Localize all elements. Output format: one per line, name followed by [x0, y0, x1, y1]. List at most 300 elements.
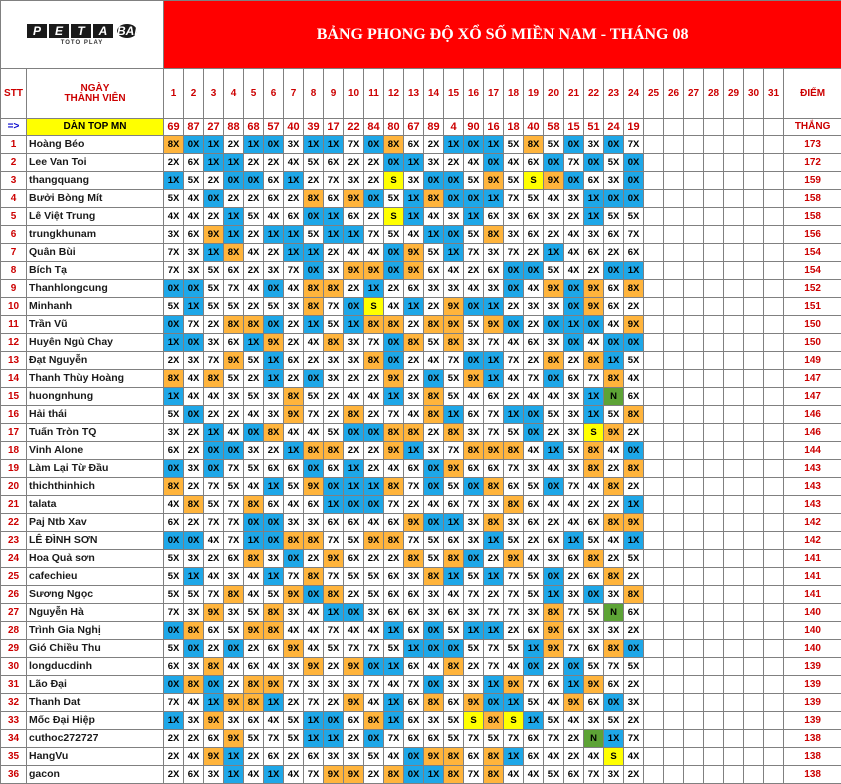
row-stt: 11 — [1, 316, 27, 334]
result-cell: 6X — [524, 226, 544, 244]
day-header: 12 — [384, 69, 404, 119]
result-cell: 7X — [284, 262, 304, 280]
result-cell — [644, 370, 664, 388]
result-cell: 0X — [544, 568, 564, 586]
result-cell: 5X — [584, 604, 604, 622]
member-row — [1, 676, 841, 694]
result-cell: 9X — [344, 658, 364, 676]
result-cell: 2X — [284, 334, 304, 352]
result-cell: 2X — [324, 694, 344, 712]
result-cell: 6X — [304, 748, 324, 766]
result-cell: 6X — [544, 532, 564, 550]
result-cell: 3X — [604, 766, 624, 784]
day-header: 30 — [744, 69, 764, 119]
result-cell: 3X — [424, 154, 444, 172]
result-cell: 4X — [584, 334, 604, 352]
result-cell: 5X — [204, 262, 224, 280]
result-cell — [664, 496, 684, 514]
result-cell — [764, 136, 784, 154]
result-cell: 1X — [344, 226, 364, 244]
member-score: 158 — [784, 208, 841, 226]
member-name: Hải thái — [27, 406, 164, 424]
result-cell — [704, 316, 724, 334]
result-cell: 6X — [604, 676, 624, 694]
result-cell: 2X — [524, 244, 544, 262]
day-header: 26 — [664, 69, 684, 119]
result-cell: 3X — [344, 172, 364, 190]
result-cell: 1X — [344, 460, 364, 478]
result-cell: 5X — [544, 406, 564, 424]
result-cell: 6X — [264, 748, 284, 766]
result-cell: 4X — [364, 694, 384, 712]
result-cell: 3X — [484, 280, 504, 298]
result-cell: 9X — [284, 586, 304, 604]
result-cell — [664, 460, 684, 478]
result-cell: 5X — [364, 568, 384, 586]
result-cell: 4X — [284, 496, 304, 514]
result-cell: 2X — [324, 388, 344, 406]
result-cell — [724, 442, 744, 460]
result-cell: 5X — [364, 586, 384, 604]
member-row — [1, 298, 841, 316]
result-cell: 8X — [364, 712, 384, 730]
result-cell: 5X — [504, 640, 524, 658]
result-cell: 4X — [344, 622, 364, 640]
result-cell: 3X — [284, 514, 304, 532]
result-cell: 2X — [404, 370, 424, 388]
result-cell: 1X — [484, 298, 504, 316]
result-cell: 8X — [584, 550, 604, 568]
result-cell: 6X — [344, 712, 364, 730]
result-cell: 0X — [544, 370, 564, 388]
result-cell — [704, 676, 724, 694]
result-cell: 6X — [184, 154, 204, 172]
member-row — [1, 604, 841, 622]
result-cell: 2X — [464, 658, 484, 676]
result-cell: 0X — [424, 478, 444, 496]
result-cell: 6X — [484, 460, 504, 478]
result-cell: 0X — [264, 280, 284, 298]
result-cell — [724, 424, 744, 442]
result-cell: 0X — [344, 604, 364, 622]
result-cell — [744, 496, 764, 514]
result-cell: 9X — [544, 280, 564, 298]
result-cell: 1X — [324, 208, 344, 226]
result-cell: 7X — [324, 622, 344, 640]
result-cell: 6X — [404, 136, 424, 154]
result-cell: 8X — [444, 748, 464, 766]
member-name: Lee Van Toi — [27, 154, 164, 172]
result-cell: 4X — [244, 478, 264, 496]
result-cell: 2X — [444, 154, 464, 172]
name-header — [27, 69, 164, 119]
result-cell: 2X — [244, 262, 264, 280]
result-cell: 0X — [624, 640, 644, 658]
result-cell: 9X — [444, 298, 464, 316]
result-cell: 4X — [564, 496, 584, 514]
result-cell: 6X — [584, 640, 604, 658]
result-cell: 3X — [344, 334, 364, 352]
result-cell: 6X — [284, 460, 304, 478]
result-cell: 6X — [224, 262, 244, 280]
result-cell: 2X — [184, 442, 204, 460]
result-cell: 8X — [224, 586, 244, 604]
result-cell: 2X — [204, 550, 224, 568]
result-cell: 8X — [424, 406, 444, 424]
result-cell: 3X — [524, 298, 544, 316]
top-number-cell: 16 — [484, 119, 504, 136]
member-row — [1, 352, 841, 370]
result-cell — [764, 712, 784, 730]
result-cell: 0X — [464, 550, 484, 568]
result-cell — [644, 280, 664, 298]
result-cell: 1X — [444, 514, 464, 532]
row-stt: 21 — [1, 496, 27, 514]
result-cell: 3X — [204, 334, 224, 352]
result-cell: 6X — [324, 514, 344, 532]
result-cell: 6X — [444, 496, 464, 514]
result-cell — [684, 136, 704, 154]
result-cell — [764, 388, 784, 406]
row-stt: 17 — [1, 424, 27, 442]
result-cell: 1X — [224, 208, 244, 226]
result-cell: 7X — [584, 370, 604, 388]
result-cell — [704, 370, 724, 388]
result-cell: 2X — [364, 460, 384, 478]
result-cell: 5X — [384, 640, 404, 658]
result-cell: 3X — [184, 658, 204, 676]
result-cell: 5X — [444, 712, 464, 730]
result-cell: 1X — [184, 568, 204, 586]
result-cell: 8X — [484, 712, 504, 730]
member-row — [1, 568, 841, 586]
member-name: Trần Vũ — [27, 316, 164, 334]
result-cell — [764, 370, 784, 388]
result-cell: 0X — [224, 442, 244, 460]
result-cell: 1X — [484, 190, 504, 208]
result-cell — [704, 388, 724, 406]
day-header: 3 — [204, 69, 224, 119]
member-score: 144 — [784, 442, 841, 460]
result-cell: 2X — [284, 748, 304, 766]
result-cell: 3X — [504, 514, 524, 532]
result-cell: 1X — [264, 568, 284, 586]
result-cell: 8X — [164, 370, 184, 388]
result-cell — [684, 766, 704, 784]
result-cell: 7X — [204, 352, 224, 370]
result-cell: 4X — [224, 424, 244, 442]
row-stt: 28 — [1, 622, 27, 640]
top-number-cell — [744, 119, 764, 136]
member-score: 142 — [784, 514, 841, 532]
result-cell: 8X — [304, 442, 324, 460]
result-cell: 3X — [444, 676, 464, 694]
result-cell: 4X — [184, 208, 204, 226]
member-score: 150 — [784, 316, 841, 334]
result-cell: 6X — [384, 604, 404, 622]
result-cell: 0X — [164, 622, 184, 640]
result-cell: 2X — [364, 208, 384, 226]
member-score: 150 — [784, 334, 841, 352]
result-cell — [724, 496, 744, 514]
result-cell: 4X — [504, 334, 524, 352]
result-cell: 2X — [264, 244, 284, 262]
result-cell — [704, 658, 724, 676]
result-cell: 1X — [564, 676, 584, 694]
result-cell: 7X — [464, 766, 484, 784]
result-cell: 0X — [564, 658, 584, 676]
result-cell: 6X — [324, 154, 344, 172]
result-cell: 1X — [524, 712, 544, 730]
result-cell: 1X — [244, 136, 264, 154]
member-name: longducdinh — [27, 658, 164, 676]
member-row — [1, 514, 841, 532]
result-cell: 4X — [424, 496, 444, 514]
result-cell: 9X — [344, 694, 364, 712]
result-cell — [764, 604, 784, 622]
result-cell: 4X — [344, 244, 364, 262]
result-cell — [644, 568, 664, 586]
result-cell: 7X — [324, 172, 344, 190]
result-cell: 9X — [244, 622, 264, 640]
member-score: 142 — [784, 532, 841, 550]
member-row — [1, 154, 841, 172]
result-cell: 5X — [604, 712, 624, 730]
result-cell: 4X — [304, 640, 324, 658]
result-cell: 0X — [504, 316, 524, 334]
result-cell: 1X — [484, 532, 504, 550]
result-cell: 2X — [284, 190, 304, 208]
result-cell: 6X — [604, 298, 624, 316]
result-cell: 7X — [484, 640, 504, 658]
result-cell: 2X — [484, 550, 504, 568]
member-name: thangquang — [27, 172, 164, 190]
result-cell: 4X — [384, 298, 404, 316]
result-cell: 7X — [384, 496, 404, 514]
top-number-cell: 87 — [184, 119, 204, 136]
result-cell: 6X — [404, 622, 424, 640]
result-cell: 5X — [324, 424, 344, 442]
result-cell — [684, 532, 704, 550]
result-cell — [644, 190, 664, 208]
member-score: 154 — [784, 262, 841, 280]
result-cell: 5X — [444, 730, 464, 748]
result-cell — [764, 568, 784, 586]
result-cell — [724, 406, 744, 424]
result-cell: 0X — [164, 316, 184, 334]
result-cell — [644, 676, 664, 694]
result-cell — [684, 694, 704, 712]
row-stt: 6 — [1, 226, 27, 244]
result-cell: 0X — [364, 496, 384, 514]
result-cell: 0X — [424, 640, 444, 658]
member-name: Làm Lại Từ Đầu — [27, 460, 164, 478]
row-stt: 19 — [1, 460, 27, 478]
result-cell: S — [524, 172, 544, 190]
result-cell: 0X — [424, 460, 444, 478]
top-number-cell: 27 — [204, 119, 224, 136]
result-cell: 9X — [204, 712, 224, 730]
day-header: 1 — [164, 69, 184, 119]
top-row-arrow: => — [1, 119, 27, 136]
result-cell: 6X — [224, 550, 244, 568]
result-cell: 6X — [524, 208, 544, 226]
page-title: BẢNG PHONG ĐỘ XỔ SỐ MIỀN NAM - THÁNG 08 — [164, 1, 841, 69]
row-stt: 8 — [1, 262, 27, 280]
result-cell — [644, 226, 664, 244]
result-cell — [644, 298, 664, 316]
result-cell: 6X — [404, 730, 424, 748]
result-cell: 1X — [204, 244, 224, 262]
result-cell — [664, 658, 684, 676]
result-cell: 6X — [244, 712, 264, 730]
member-row — [1, 388, 841, 406]
result-cell: 2X — [544, 424, 564, 442]
result-cell: S — [604, 748, 624, 766]
result-cell: 6X — [464, 748, 484, 766]
day-header: 8 — [304, 69, 324, 119]
result-cell: 2X — [344, 370, 364, 388]
result-cell: 5X — [164, 406, 184, 424]
result-cell: 0X — [504, 280, 524, 298]
result-cell: 1X — [404, 190, 424, 208]
result-cell: S — [364, 298, 384, 316]
result-cell: 0X — [184, 136, 204, 154]
result-cell — [684, 370, 704, 388]
member-score: 154 — [784, 244, 841, 262]
result-cell: 8X — [584, 442, 604, 460]
result-cell — [764, 460, 784, 478]
result-cell: 3X — [184, 604, 204, 622]
result-cell: 0X — [604, 694, 624, 712]
row-stt: 26 — [1, 586, 27, 604]
result-cell: 3X — [464, 334, 484, 352]
result-cell: 0X — [184, 334, 204, 352]
result-cell — [744, 748, 764, 766]
result-cell: 2X — [624, 766, 644, 784]
result-cell: 2X — [564, 208, 584, 226]
member-name: Bưởi Bòng Mít — [27, 190, 164, 208]
result-cell: 3X — [164, 226, 184, 244]
result-cell: 8X — [384, 478, 404, 496]
result-cell: 4X — [304, 622, 324, 640]
result-cell — [744, 226, 764, 244]
top-number-cell — [664, 119, 684, 136]
top-number-cell: 84 — [364, 119, 384, 136]
result-cell: 2X — [544, 226, 564, 244]
result-cell: 1X — [584, 406, 604, 424]
top-number-cell: 89 — [424, 119, 444, 136]
result-cell: 0X — [464, 478, 484, 496]
result-cell: 6X — [404, 658, 424, 676]
result-cell: 1X — [624, 262, 644, 280]
result-cell: 0X — [224, 640, 244, 658]
result-cell: 5X — [424, 550, 444, 568]
member-score: 143 — [784, 496, 841, 514]
result-cell: 7X — [524, 370, 544, 388]
result-cell: 2X — [164, 154, 184, 172]
result-cell: 8X — [264, 424, 284, 442]
member-name: Mốc Đại Hiệp — [27, 712, 164, 730]
result-cell: 0X — [164, 280, 184, 298]
result-cell: 6X — [564, 622, 584, 640]
member-row — [1, 496, 841, 514]
result-cell: 2X — [584, 496, 604, 514]
result-cell: 9X — [564, 694, 584, 712]
result-cell — [664, 154, 684, 172]
result-cell: 6X — [464, 406, 484, 424]
result-cell — [724, 694, 744, 712]
result-cell — [744, 334, 764, 352]
result-cell: 3X — [284, 298, 304, 316]
result-cell: 5X — [564, 442, 584, 460]
result-cell: 8X — [244, 676, 264, 694]
result-cell: 0X — [424, 514, 444, 532]
result-cell — [744, 406, 764, 424]
result-cell — [644, 694, 664, 712]
result-cell: 0X — [444, 226, 464, 244]
result-cell: 3X — [284, 658, 304, 676]
result-cell: 1X — [384, 388, 404, 406]
result-cell: 0X — [464, 190, 484, 208]
result-cell — [664, 478, 684, 496]
day-header: 17 — [484, 69, 504, 119]
top-number-cell: 15 — [564, 119, 584, 136]
result-cell — [644, 388, 664, 406]
result-cell: 0X — [584, 154, 604, 172]
result-cell — [664, 334, 684, 352]
result-cell — [724, 460, 744, 478]
result-cell: 1X — [544, 586, 564, 604]
result-cell: 2X — [564, 748, 584, 766]
top-number-cell: 57 — [264, 119, 284, 136]
result-cell: 1X — [264, 478, 284, 496]
result-cell: 1X — [624, 532, 644, 550]
result-cell: 3X — [224, 604, 244, 622]
member-row — [1, 730, 841, 748]
result-cell: 4X — [524, 388, 544, 406]
result-cell: 9X — [384, 370, 404, 388]
result-cell — [744, 352, 764, 370]
result-cell: 3X — [184, 712, 204, 730]
result-cell — [744, 766, 764, 784]
result-cell: 2X — [604, 550, 624, 568]
result-cell: 4X — [504, 658, 524, 676]
result-cell — [724, 154, 744, 172]
result-cell — [644, 712, 664, 730]
day-header: 6 — [264, 69, 284, 119]
result-cell: 0X — [624, 190, 644, 208]
day-header: 7 — [284, 69, 304, 119]
result-cell — [664, 640, 684, 658]
result-cell: 1X — [324, 604, 344, 622]
result-cell: 0X — [604, 334, 624, 352]
result-cell: 5X — [424, 244, 444, 262]
result-cell: 6X — [424, 730, 444, 748]
result-cell: 6X — [264, 460, 284, 478]
result-cell: 4X — [304, 604, 324, 622]
result-cell: 9X — [544, 622, 564, 640]
top-number-cell: 80 — [384, 119, 404, 136]
result-cell: 1X — [304, 244, 324, 262]
result-cell: 7X — [184, 316, 204, 334]
result-cell: 8X — [184, 622, 204, 640]
result-cell: 3X — [564, 586, 584, 604]
result-cell: 4X — [204, 532, 224, 550]
result-cell — [744, 640, 764, 658]
result-cell: 9X — [204, 226, 224, 244]
result-cell — [664, 406, 684, 424]
